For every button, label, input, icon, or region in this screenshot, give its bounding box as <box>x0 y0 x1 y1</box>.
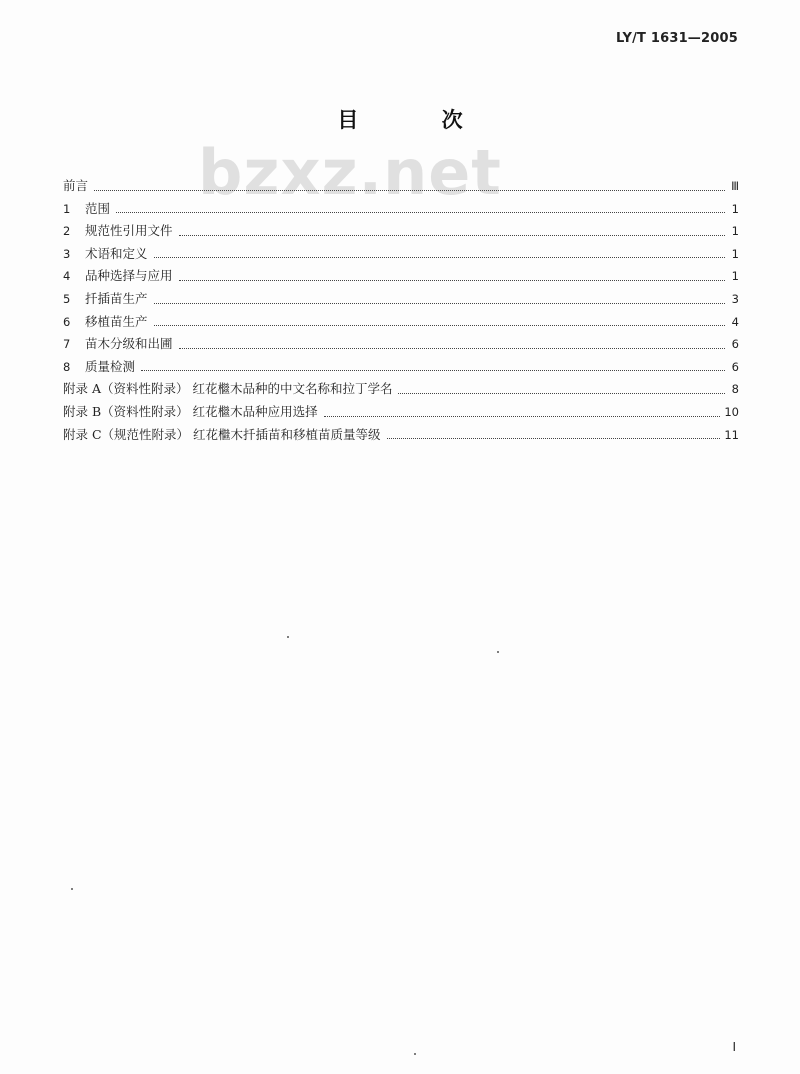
watermark: bzxz.net <box>198 136 502 209</box>
toc-entry-label: 苗木分级和出圃 <box>85 336 173 352</box>
toc-entry-page: 11 <box>724 427 739 442</box>
scan-speck <box>497 651 499 653</box>
toc-entry-label: 质量检测 <box>85 358 136 374</box>
toc-entry-page: 6 <box>731 337 739 352</box>
toc-entry-page: 1 <box>731 224 739 239</box>
toc-entry-page: 10 <box>724 404 739 419</box>
toc-dot-leader <box>179 234 725 236</box>
toc-entry-label: 品种选择与应用 <box>85 268 173 284</box>
toc-entry-label: 附录 C（规范性附录） 红花檵木扦插苗和移植苗质量等级 <box>63 426 381 442</box>
toc-entry[interactable] <box>63 425 739 448</box>
toc-entry-label: 范围 <box>85 200 111 216</box>
toc-dot-leader <box>154 302 725 304</box>
toc-entry[interactable] <box>63 176 739 199</box>
scan-speck <box>71 888 73 890</box>
toc-dot-leader <box>387 437 721 439</box>
standard-code: LY/T 1631—2005 <box>616 31 738 46</box>
toc-entry-page: 8 <box>731 382 739 397</box>
toc-entry-label: 移植苗生产 <box>85 313 148 329</box>
toc-entry[interactable] <box>63 199 739 222</box>
toc-entry-number: 7 <box>63 337 71 352</box>
toc-entry-page: Ⅲ <box>731 179 739 193</box>
toc-entry-number: 5 <box>63 291 71 306</box>
scan-speck <box>414 1053 416 1055</box>
toc-entry-number: 1 <box>63 201 71 216</box>
toc-entry-number: 4 <box>63 269 71 284</box>
toc-entry-page: 1 <box>731 269 739 284</box>
footer-page-number: Ⅰ <box>732 1040 736 1054</box>
toc-entry-label: 前言 <box>63 178 89 193</box>
toc-dot-leader <box>116 211 725 213</box>
toc-dot-leader <box>398 392 725 394</box>
toc-entry-label: 附录 B（资料性附录） 红花檵木品种应用选择 <box>63 403 318 419</box>
toc-entry-number: 2 <box>63 224 71 239</box>
scan-speck <box>287 636 289 638</box>
toc-entry-page: 6 <box>731 359 739 374</box>
toc-entry[interactable] <box>63 312 739 335</box>
toc-entry-page: 1 <box>731 246 739 261</box>
toc-dot-leader <box>179 279 725 281</box>
toc-entry[interactable] <box>63 289 739 312</box>
toc-dot-leader <box>94 189 725 191</box>
toc-entry-page: 4 <box>731 314 739 329</box>
toc-entry-number: 6 <box>63 314 71 329</box>
toc-title: 目 次 <box>337 108 501 132</box>
toc-entry[interactable] <box>63 379 739 402</box>
toc-dot-leader <box>154 256 725 258</box>
toc-entry-page: 1 <box>731 201 739 216</box>
toc-entry[interactable] <box>63 221 739 244</box>
toc-entry-label: 扦插苗生产 <box>85 290 148 306</box>
toc-dot-leader <box>324 415 721 417</box>
toc-entry[interactable] <box>63 266 739 289</box>
toc-entry[interactable] <box>63 334 739 357</box>
toc-entry-page: 3 <box>731 291 739 306</box>
toc-entry-number: 3 <box>63 246 71 261</box>
toc-entry[interactable] <box>63 402 739 425</box>
toc-entry-number: 8 <box>63 359 71 374</box>
toc-dot-leader <box>154 324 725 326</box>
toc-dot-leader <box>141 369 725 371</box>
toc-entry[interactable] <box>63 244 739 267</box>
table-of-contents <box>63 176 739 447</box>
toc-entry-label: 附录 A（资料性附录） 红花檵木品种的中文名称和拉丁学名 <box>63 381 393 397</box>
toc-entry-label: 规范性引用文件 <box>85 223 173 239</box>
toc-entry-label: 术语和定义 <box>85 245 148 261</box>
toc-entry[interactable] <box>63 357 739 380</box>
toc-dot-leader <box>179 347 725 349</box>
